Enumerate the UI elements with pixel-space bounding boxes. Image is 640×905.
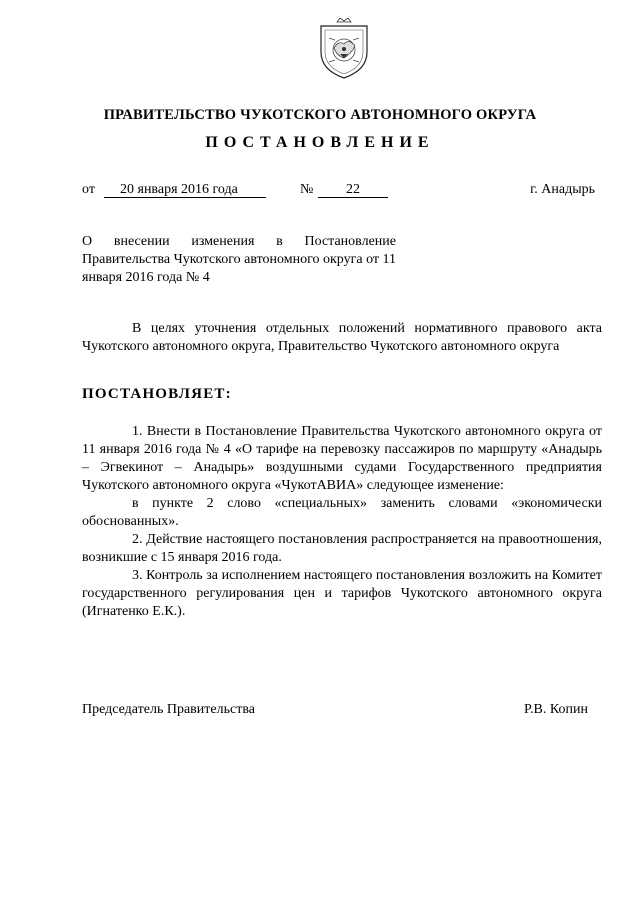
number-underline [318, 197, 388, 198]
preamble-text: В целях уточнения отдельных положений нормативного правового акта Чукотского автономного округа, Правительство Чукотского автономного округа [82, 321, 602, 354]
decree-heading: ПОСТАНОВЛЯЕТ: [82, 386, 232, 402]
paragraph-1: 1. Внести в Постановление Правительства Чукотского автономного округа от 11 января 2016 года № 4 «О тарифе на перевозку пассажиров по маршруту «Анадырь – Эгвекинот – Анадырь» воздушными судами Государственного предприятия Чукотского автономного округа «ЧукотАВИА» следующее изменение: [82, 424, 602, 493]
coat-of-arms-icon [315, 18, 373, 80]
date-underline [104, 197, 266, 198]
document-type: ПОСТАНОВЛЕНИЕ [205, 134, 435, 151]
paragraph-3: 3. Контроль за исполнением настоящего постановления возложить на Комитет государственного регулирования цен и тарифов Чукотского автономного округа (Игнатенко Е.К.). [82, 568, 602, 619]
signatory-name: Р.В. Копин [524, 702, 588, 717]
document-city: г. Анадырь [530, 182, 595, 197]
document-date: 20 января 2016 года [120, 182, 238, 197]
paragraph-1-change: в пункте 2 слово «специальных» заменить словами «экономически обоснованных». [82, 496, 602, 529]
organization-name: ПРАВИТЕЛЬСТВО ЧУКОТСКОГО АВТОНОМНОГО ОКРУГА [103, 107, 537, 123]
document-number: 22 [346, 182, 360, 197]
date-prefix: от [82, 182, 95, 197]
document-body [82, 423, 602, 621]
document-subject: О внесении изменения в Постановление Правительства Чукотского автономного округа от 11 января 2016 года № 4 [82, 234, 396, 285]
number-prefix: № [300, 182, 314, 197]
preamble [82, 320, 602, 356]
paragraph-2: 2. Действие настоящего постановления распространяется на правоотношения, возникшие с 15 января 2016 года. [82, 532, 602, 565]
signatory-title: Председатель Правительства [82, 702, 255, 717]
